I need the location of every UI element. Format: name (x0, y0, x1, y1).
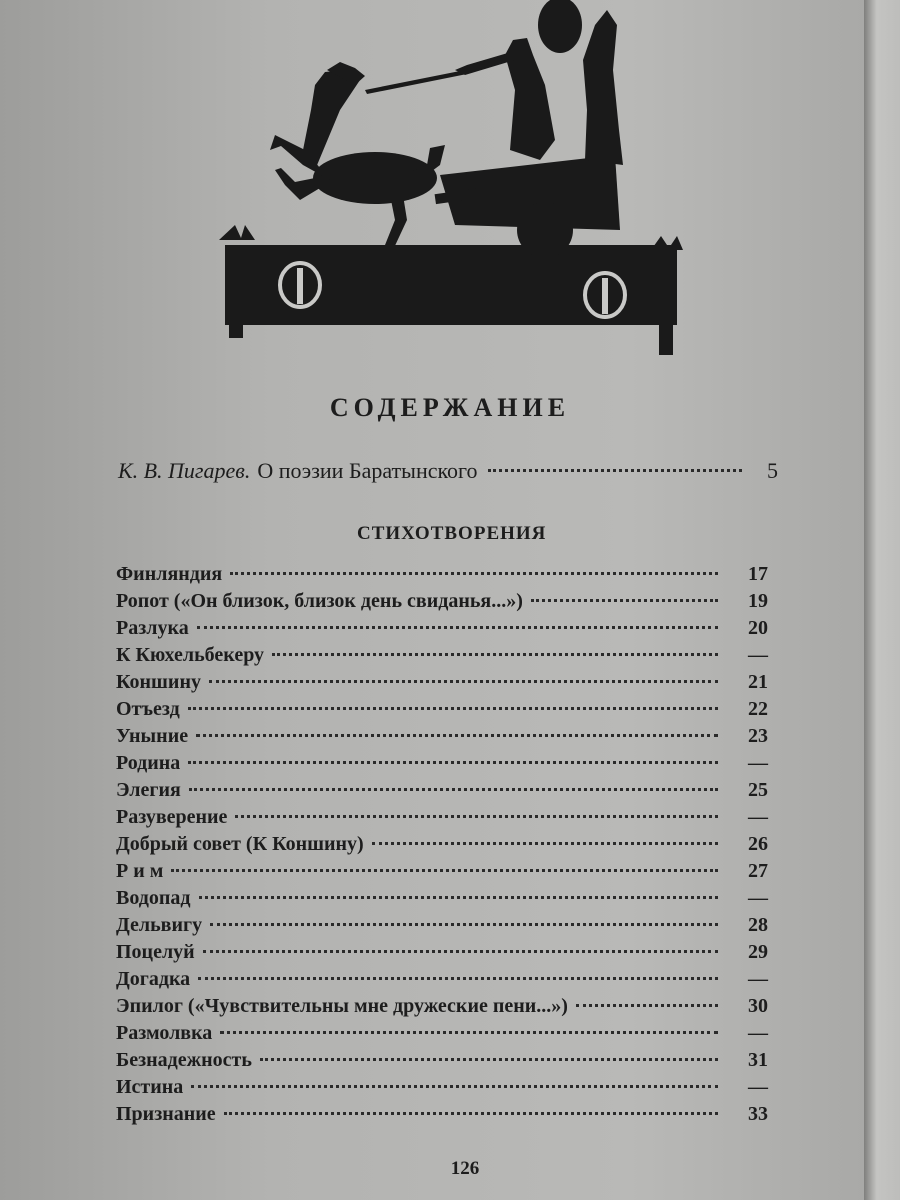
dot-leader (191, 1085, 718, 1088)
toc-entry-title: Финляндия (116, 563, 223, 585)
dot-leader (372, 842, 718, 845)
toc-entry-title: Безнадежность (116, 1049, 252, 1071)
toc-entry-page: 28 (748, 914, 768, 936)
toc-entry-title: Элегия (116, 779, 181, 801)
toc-entry-page: 22 (748, 698, 768, 720)
toc-entry (116, 831, 768, 858)
dot-leader (576, 1004, 718, 1007)
chariot-vignette-illustration (215, 0, 685, 360)
toc-entry-page: — (748, 887, 768, 909)
toc-entry-page: — (748, 968, 768, 990)
toc-entry-title: Признание (116, 1103, 216, 1125)
intro-entry (118, 458, 778, 490)
toc-entry-title: Отъезд (116, 698, 180, 720)
toc-entry-title: Разуверение (116, 806, 228, 828)
toc-entry (116, 1020, 768, 1047)
toc-entry (116, 777, 768, 804)
dot-leader (209, 680, 718, 683)
toc-entry-page: 33 (748, 1103, 768, 1125)
intro-title: О поэзии Баратынского (257, 458, 478, 483)
dot-leader (230, 572, 718, 575)
dot-leader (199, 896, 718, 899)
toc-entry (116, 615, 768, 642)
toc-entry (116, 1101, 768, 1128)
toc-entry-page: — (748, 752, 768, 774)
dot-leader (224, 1112, 718, 1115)
toc-entry-title: Размолвка (116, 1022, 213, 1044)
toc-entry-title: Эпилог («Чувствительны мне дружеские пени...») (116, 995, 568, 1017)
toc-entry-page: 25 (748, 779, 768, 801)
dot-leader (198, 977, 718, 980)
toc-entry (116, 642, 768, 669)
intro-page-number: 5 (767, 458, 778, 483)
toc-entry-page: 21 (748, 671, 768, 693)
toc-entry (116, 1074, 768, 1101)
dot-leader (531, 599, 718, 602)
dot-leader (196, 734, 718, 737)
adjacent-page-edge (864, 0, 900, 1200)
dot-leader (203, 950, 718, 953)
toc-entry-page: — (748, 806, 768, 828)
dot-leader (189, 788, 718, 791)
toc-entry (116, 1047, 768, 1074)
toc-entry-page: 19 (748, 590, 768, 612)
toc-entry (116, 669, 768, 696)
toc-entry-title: Разлука (116, 617, 189, 639)
toc-entry-title: К Кюхельбекеру (116, 644, 265, 666)
dot-leader (488, 469, 742, 472)
toc-entry (116, 993, 768, 1020)
toc-entry-page: — (748, 644, 768, 666)
toc-entry (116, 939, 768, 966)
toc-entry-title: Уныние (116, 725, 189, 747)
toc-entry (116, 966, 768, 993)
toc-entry (116, 885, 768, 912)
toc-entry (116, 561, 768, 588)
toc-entry-page: 26 (748, 833, 768, 855)
dot-leader (210, 923, 718, 926)
toc-entry-page: 20 (748, 617, 768, 639)
toc-entry-page: 27 (748, 860, 768, 882)
dot-leader (260, 1058, 718, 1061)
dot-leader (188, 707, 718, 710)
dot-leader (272, 653, 718, 656)
dot-leader (171, 869, 718, 872)
toc-entry (116, 804, 768, 831)
dot-leader (197, 626, 718, 629)
toc-entry-page: 29 (748, 941, 768, 963)
toc-entry (116, 912, 768, 939)
toc-entry-page: 17 (748, 563, 768, 585)
toc-entry (116, 696, 768, 723)
page-number: 126 (450, 1158, 480, 1179)
toc-entry (116, 588, 768, 615)
dot-leader (220, 1031, 718, 1034)
dot-leader (188, 761, 718, 764)
dot-leader (235, 815, 718, 818)
toc-entry-title: Р и м (116, 860, 164, 882)
toc-entry-title: Родина (116, 752, 181, 774)
toc-entry-title: Ропот («Он близок, близок день свиданья...») (116, 590, 523, 612)
section-heading: СТИХОТВОРЕНИЯ (357, 523, 547, 544)
toc-entry-page: 31 (748, 1049, 768, 1071)
toc-entry-title: Поцелуй (116, 941, 195, 963)
toc-list (116, 561, 768, 1128)
toc-entry-title: Коншину (116, 671, 201, 693)
toc-entry-title: Водопад (116, 887, 191, 909)
toc-entry-title: Дельвигу (116, 914, 203, 936)
toc-entry (116, 750, 768, 777)
toc-entry-title: Добрый совет (К Коншину) (116, 833, 364, 855)
contents-title: СОДЕРЖАНИЕ (329, 393, 571, 422)
toc-entry-title: Истина (116, 1076, 184, 1098)
toc-entry-page: 30 (748, 995, 768, 1017)
toc-entry (116, 858, 768, 885)
toc-entry-page: — (748, 1076, 768, 1098)
toc-entry-title: Догадка (116, 968, 191, 990)
toc-entry (116, 723, 768, 750)
intro-author: К. В. Пигарев. (118, 458, 251, 483)
toc-entry-page: — (748, 1022, 768, 1044)
toc-entry-page: 23 (748, 725, 768, 747)
